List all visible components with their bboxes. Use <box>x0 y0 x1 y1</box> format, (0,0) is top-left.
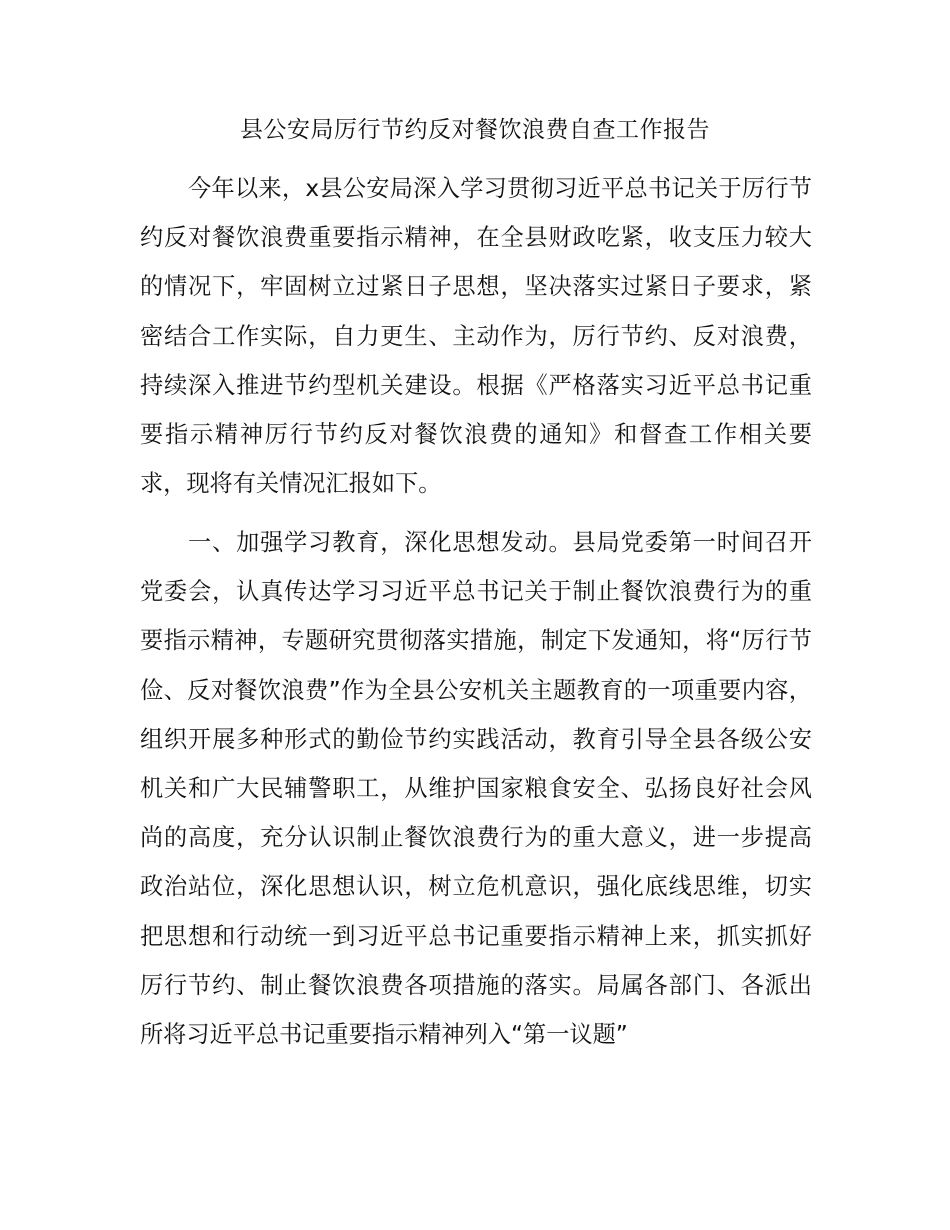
document-title: 县公安局厉行节约反对餐饮浪费自查工作报告 <box>240 117 710 143</box>
paragraph-intro: 今年以来，x县公安局深入学习贯彻习近平总书记关于厉行节约反对餐饮浪费重要指示精神，在全县财政吃紧，收支压力较大的情况下，牢固树立过紧日子思想，坚决落实过紧日子要求，紧密结合工作实际，自力更生、主动作为，厉行节约、反对浪费，持续深入推进节约型机关建设。根据《严格落实习近平总书记重要指示精神厉行节约反对餐饮浪费的通知》和督查工作相关要求，现将有关情况汇报如下。 <box>140 175 812 498</box>
paragraph-section-1: 一、加强学习教育，深化思想发动。县局党委第一时间召开党委会，认真传达学习习近平总书记关于制止餐饮浪费行为的重要指示精神，专题研究贯彻落实措施，制定下发通知，将“厉行节俭、反对餐饮浪费”作为全县公安机关主题教育的一项重要内容，组织开展多种形式的勤俭节约实践活动，教育引导全县各级公安机关和广大民辅警职工，从维护国家粮食安全、弘扬良好社会风尚的高度，充分认识制止餐饮浪费行为的重大意义，进一步提高政治站位，深化思想认识，树立危机意识，强化底线思维，切实把思想和行动统一到习近平总书记重要指示精神上来，抓实抓好厉行节约、制止餐饮浪费各项措施的落实。局属各部门、各派出所将习近平总书记重要指示精神列入“第一议题” <box>140 529 812 1049</box>
